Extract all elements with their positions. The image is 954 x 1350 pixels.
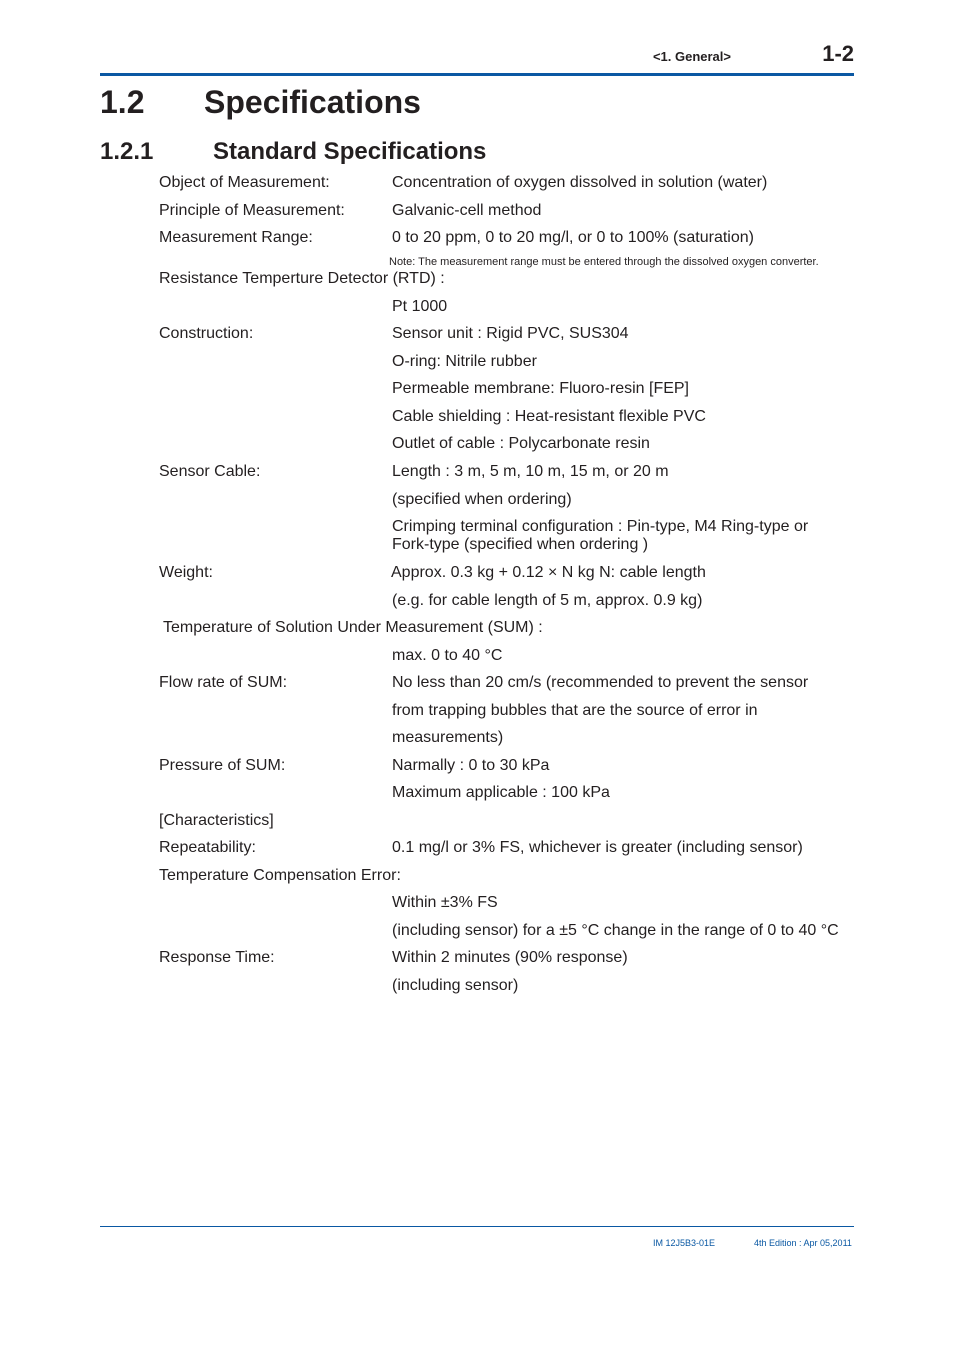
header-rule (100, 73, 854, 76)
spec-label: Temperature of Solution Under Measurement (SUM) : (163, 619, 543, 636)
spec-value: Concentration of oxygen dissolved in solution (water) (392, 174, 768, 191)
header-section: <1. General> (652, 49, 731, 64)
spec-value: O-ring: Nitrile rubber (392, 353, 537, 370)
spec-value: Cable shielding : Heat-resistant flexible PVC (392, 408, 706, 425)
heading-1-number: 1.2 (100, 84, 145, 120)
spec-value: (e.g. for cable length of 5 m, approx. 0.9 kg) (392, 592, 703, 609)
spec-label: Repeatability: (159, 839, 256, 856)
footer-doc-number: IM 12J5B3-01E (653, 1238, 716, 1248)
spec-label: Object of Measurement: (159, 174, 330, 191)
spec-value: Crimping terminal configuration : Pin-type, M4 Ring-type or Fork-type (specified when ordering ) (392, 518, 809, 553)
spec-label: Resistance Temperture Detector (RTD) : (159, 270, 445, 287)
spec-label: Temperature Compensation Error: (159, 867, 401, 884)
spec-label: Pressure of SUM: (159, 757, 286, 774)
spec-value: 0.1 mg/l or 3% FS, whichever is greater (including sensor) (392, 839, 803, 856)
spec-value: Sensor unit : Rigid PVC, SUS304 (392, 325, 629, 342)
spec-label: Weight: (159, 564, 213, 581)
spec-value: Outlet of cable : Polycarbonate resin (392, 435, 650, 452)
spec-value: 0 to 20 ppm, 0 to 20 mg/l, or 0 to 100% (saturation) (392, 229, 754, 246)
spec-value: Narmally : 0 to 30 kPa (392, 757, 550, 774)
page-number: 1-2 (822, 41, 854, 66)
spec-label: Sensor Cable: (159, 463, 261, 480)
heading-1 (100, 84, 421, 121)
spec-value: measurements) (392, 729, 504, 746)
spec-value: (including sensor) for a ±5 °C change in the range of 0 to 40 °C (392, 922, 839, 939)
spec-value: Within 2 minutes (90% response) (392, 949, 628, 966)
spec-value: Galvanic-cell method (392, 202, 542, 219)
footer-rule (100, 1226, 854, 1227)
spec-value: max. 0 to 40 °C (392, 647, 503, 664)
spec-value: Within ±3% FS (392, 894, 498, 911)
spec-value: Approx. 0.3 kg + 0.12 × N kg N: cable length (391, 564, 706, 581)
spec-value: from trapping bubbles that are the source of error in (392, 702, 758, 719)
spec-label: Response Time: (159, 949, 275, 966)
spec-value: (including sensor) (392, 977, 519, 994)
spec-value: Pt 1000 (392, 298, 448, 315)
spec-value: Maximum applicable : 100 kPa (392, 784, 610, 801)
spec-label: Measurement Range: (159, 229, 313, 246)
heading-2 (100, 138, 486, 166)
heading-2-number: 1.2.1 (100, 138, 154, 165)
footer-edition: 4th Edition : Apr 05,2011 (754, 1238, 852, 1248)
heading-1-title: Specifications (204, 84, 421, 120)
heading-2-title: Standard Specifications (213, 138, 487, 165)
spec-label: Flow rate of SUM: (159, 674, 288, 691)
spec-value: Permeable membrane: Fluoro-resin [FEP] (392, 380, 689, 397)
spec-value: Length : 3 m, 5 m, 10 m, 15 m, or 20 m (392, 463, 669, 480)
spec-label: Construction: (159, 325, 254, 342)
characteristics-heading: [Characteristics] (159, 812, 274, 829)
spec-label: Principle of Measurement: (159, 202, 345, 219)
spec-value: No less than 20 cm/s (recommended to prevent the sensor (392, 674, 809, 691)
spec-value: (specified when ordering) (392, 491, 572, 508)
range-note: Note: The measurement range must be entered through the dissolved oxygen converter. (389, 256, 819, 268)
